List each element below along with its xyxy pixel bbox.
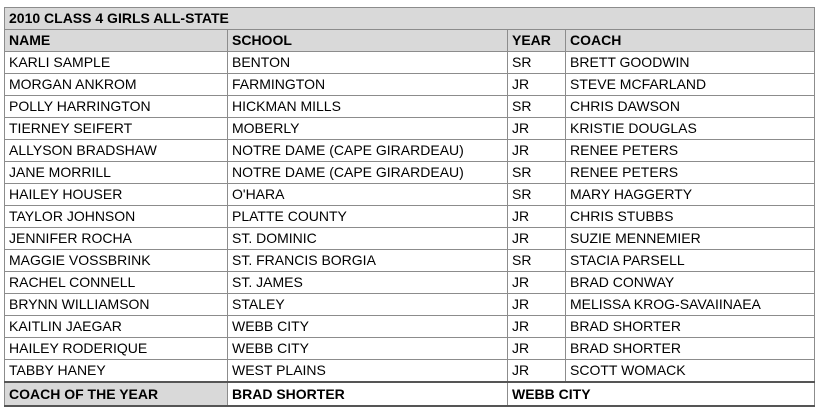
cell-school: FARMINGTON: [228, 74, 508, 96]
coach-of-year-school: WEBB CITY: [508, 382, 815, 406]
all-state-table: [4, 7, 815, 407]
header-row: [5, 30, 815, 52]
cell-coach: RENEE PETERS: [566, 162, 815, 184]
cell-coach: CHRIS STUBBS: [566, 206, 815, 228]
cell-year: JR: [508, 338, 566, 360]
cell-name: HAILEY RODERIQUE: [5, 338, 228, 360]
cell-school: WEBB CITY: [228, 338, 508, 360]
cell-name: TAYLOR JOHNSON: [5, 206, 228, 228]
cell-school: O'HARA: [228, 184, 508, 206]
cell-coach: RENEE PETERS: [566, 140, 815, 162]
table-row: [5, 96, 815, 118]
cell-year: SR: [508, 250, 566, 272]
cell-year: JR: [508, 228, 566, 250]
table-body: [5, 8, 815, 407]
cell-year: JR: [508, 294, 566, 316]
cell-coach: BRETT GOODWIN: [566, 52, 815, 74]
coach-of-year-row: [5, 382, 815, 406]
cell-school: BENTON: [228, 52, 508, 74]
cell-coach: BRAD SHORTER: [566, 338, 815, 360]
table-row: [5, 184, 815, 206]
coach-of-year-label: COACH OF THE YEAR: [5, 382, 228, 406]
cell-year: JR: [508, 316, 566, 338]
cell-year: SR: [508, 162, 566, 184]
cell-name: TIERNEY SEIFERT: [5, 118, 228, 140]
cell-coach: BRAD CONWAY: [566, 272, 815, 294]
cell-name: ALLYSON BRADSHAW: [5, 140, 228, 162]
header-school: SCHOOL: [228, 30, 508, 52]
table-row: [5, 272, 815, 294]
cell-coach: MARY HAGGERTY: [566, 184, 815, 206]
cell-coach: SCOTT WOMACK: [566, 360, 815, 383]
cell-name: TABBY HANEY: [5, 360, 228, 383]
cell-year: JR: [508, 272, 566, 294]
cell-coach: STEVE MCFARLAND: [566, 74, 815, 96]
cell-coach: CHRIS DAWSON: [566, 96, 815, 118]
table-row: [5, 140, 815, 162]
cell-year: JR: [508, 74, 566, 96]
cell-school: PLATTE COUNTY: [228, 206, 508, 228]
cell-school: WEST PLAINS: [228, 360, 508, 383]
cell-year: JR: [508, 360, 566, 383]
cell-school: ST. JAMES: [228, 272, 508, 294]
cell-name: POLLY HARRINGTON: [5, 96, 228, 118]
table-row: [5, 74, 815, 96]
cell-name: RACHEL CONNELL: [5, 272, 228, 294]
cell-year: JR: [508, 118, 566, 140]
table-row: [5, 162, 815, 184]
cell-coach: BRAD SHORTER: [566, 316, 815, 338]
cell-name: BRYNN WILLIAMSON: [5, 294, 228, 316]
table-row: [5, 52, 815, 74]
table-row: [5, 206, 815, 228]
cell-coach: STACIA PARSELL: [566, 250, 815, 272]
cell-school: NOTRE DAME (CAPE GIRARDEAU): [228, 140, 508, 162]
header-year: YEAR: [508, 30, 566, 52]
table-row: [5, 228, 815, 250]
table-row: [5, 338, 815, 360]
table-row: [5, 294, 815, 316]
cell-year: JR: [508, 206, 566, 228]
table-row: [5, 316, 815, 338]
cell-coach: SUZIE MENNEMIER: [566, 228, 815, 250]
header-coach: COACH: [566, 30, 815, 52]
cell-school: STALEY: [228, 294, 508, 316]
table-title: 2010 CLASS 4 GIRLS ALL-STATE: [5, 8, 815, 30]
cell-name: KAITLIN JAEGAR: [5, 316, 228, 338]
cell-school: HICKMAN MILLS: [228, 96, 508, 118]
cell-school: ST. DOMINIC: [228, 228, 508, 250]
cell-name: HAILEY HOUSER: [5, 184, 228, 206]
cell-school: MOBERLY: [228, 118, 508, 140]
cell-name: MAGGIE VOSSBRINK: [5, 250, 228, 272]
cell-coach: MELISSA KROG-SAVAIINAEA: [566, 294, 815, 316]
cell-name: JANE MORRILL: [5, 162, 228, 184]
cell-year: SR: [508, 96, 566, 118]
cell-name: JENNIFER ROCHA: [5, 228, 228, 250]
cell-school: WEBB CITY: [228, 316, 508, 338]
cell-year: SR: [508, 184, 566, 206]
cell-school: NOTRE DAME (CAPE GIRARDEAU): [228, 162, 508, 184]
cell-year: JR: [508, 140, 566, 162]
table-row: [5, 118, 815, 140]
table-row: [5, 360, 815, 383]
table-row: [5, 250, 815, 272]
header-name: NAME: [5, 30, 228, 52]
coach-of-year-coach: BRAD SHORTER: [228, 382, 508, 406]
cell-coach: KRISTIE DOUGLAS: [566, 118, 815, 140]
cell-name: KARLI SAMPLE: [5, 52, 228, 74]
cell-name: MORGAN ANKROM: [5, 74, 228, 96]
cell-year: SR: [508, 52, 566, 74]
title-row: [5, 8, 815, 30]
cell-school: ST. FRANCIS BORGIA: [228, 250, 508, 272]
